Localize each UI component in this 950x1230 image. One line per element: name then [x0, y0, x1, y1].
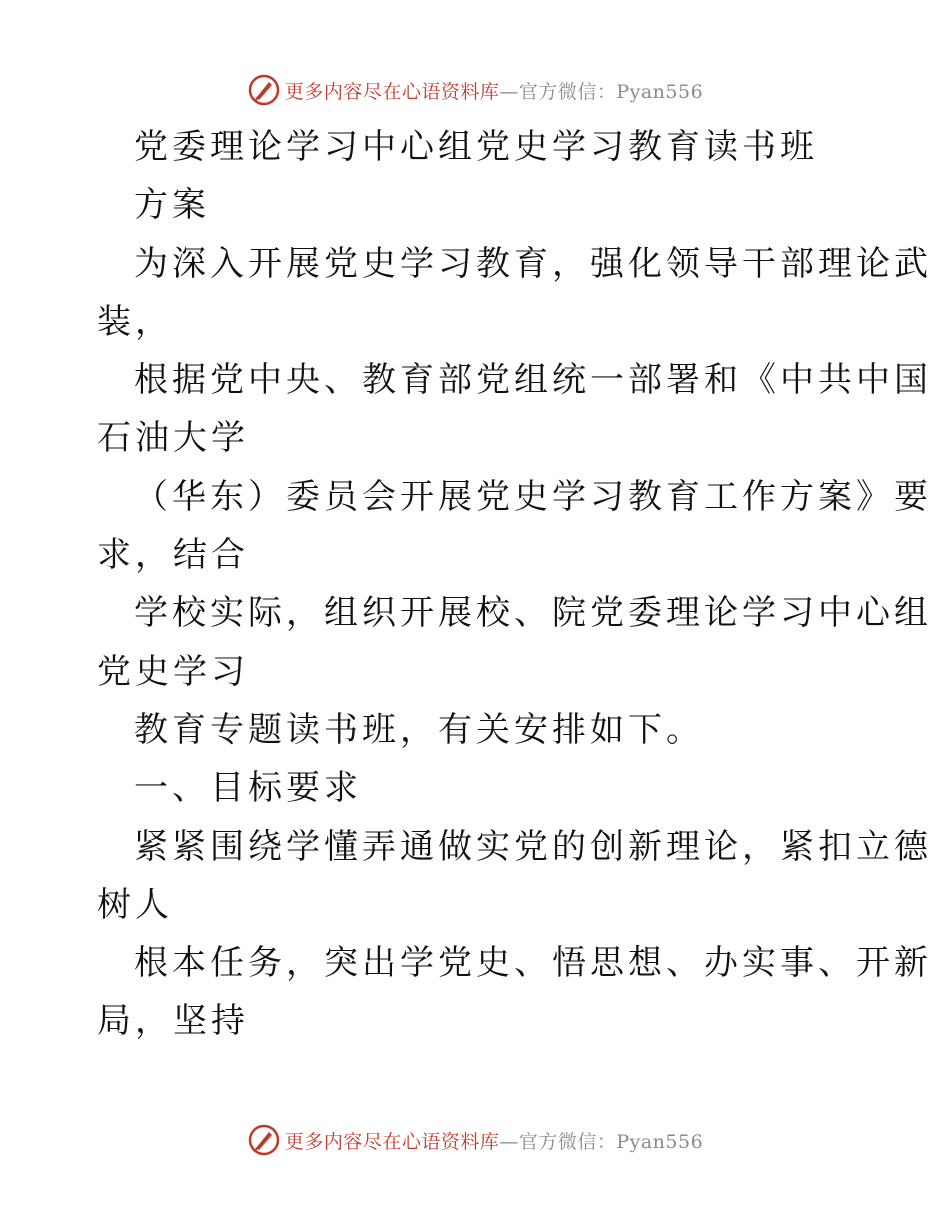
watermark-text	[285, 77, 703, 104]
paragraph-line: 根据党中央、教育部党组统一部署和《中共中国	[134, 360, 932, 401]
paragraph-line: 装，	[97, 301, 173, 342]
doc-title-line-2: 方案	[134, 185, 210, 226]
paragraph-line: （华东）委员会开展党史学习教育工作方案》要	[134, 476, 932, 517]
paragraph-line: 求，结合	[97, 535, 249, 576]
quill-pen-icon	[247, 1123, 281, 1157]
watermark-dash: —	[499, 80, 519, 103]
paragraph-line: 为深入开展党史学习教育，强化领导干部理论武	[134, 243, 932, 284]
doc-title-line-1: 党委理论学习中心组党史学习教育读书班	[134, 127, 818, 167]
section-heading: 一、目标要求	[134, 768, 362, 809]
watermark-contact: 官方微信：Pyan556	[518, 1130, 704, 1153]
watermark-brand: 更多内容尽在心语资料库	[284, 1130, 500, 1153]
header-watermark	[0, 72, 950, 108]
paragraph-line: 学校实际，组织开展校、院党委理论学习中心组	[134, 593, 932, 634]
footer-watermark	[0, 1122, 950, 1158]
paragraph-line: 紧紧围绕学懂弄通做实党的创新理论，紧扣立德	[134, 826, 932, 867]
quill-pen-icon	[247, 73, 281, 107]
watermark-text	[285, 1127, 703, 1154]
watermark-dash: —	[499, 1130, 519, 1153]
paragraph-line: 根本任务，突出学党史、悟思想、办实事、开新	[134, 943, 932, 984]
paragraph-line: 党史学习	[97, 651, 249, 692]
document-body	[97, 124, 932, 1057]
paragraph-line: 石油大学	[97, 418, 249, 459]
paragraph-line: 树人	[97, 884, 173, 925]
paragraph-line: 教育专题读书班，有关安排如下。	[134, 709, 704, 750]
watermark-brand: 更多内容尽在心语资料库	[284, 80, 500, 103]
watermark-contact: 官方微信：Pyan556	[518, 80, 704, 103]
paragraph-line: 局，坚持	[97, 1001, 249, 1042]
